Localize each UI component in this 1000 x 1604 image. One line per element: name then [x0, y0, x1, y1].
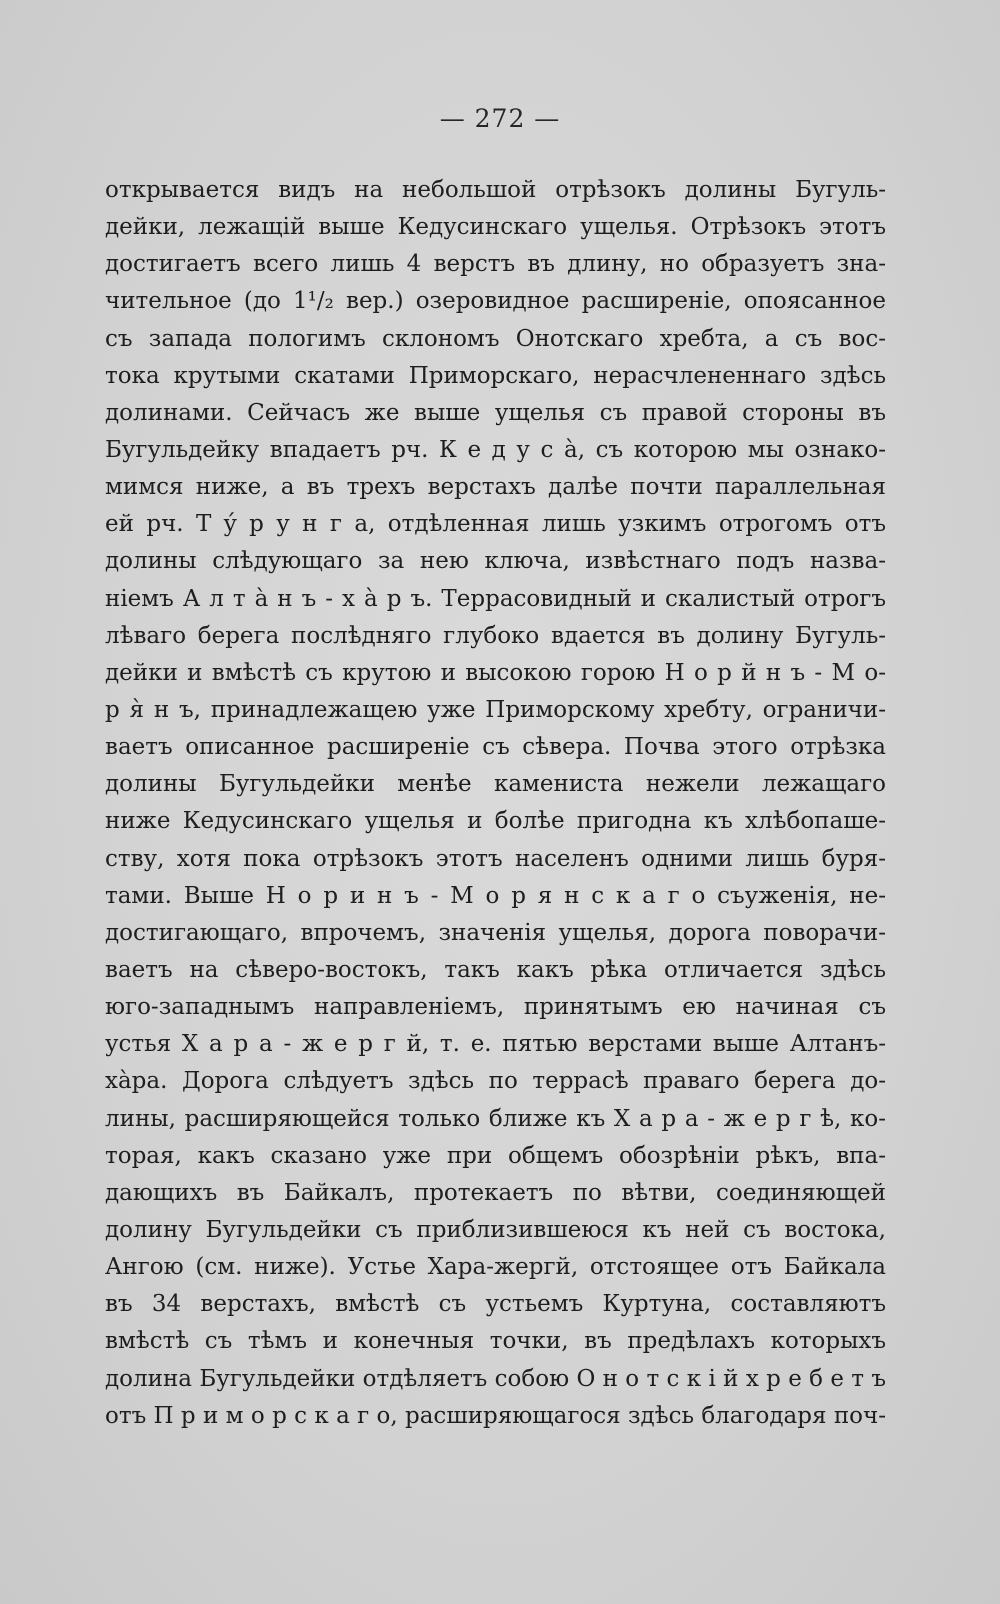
text-line: лины, расширяющейся только ближе къ Х а р а - ж е р г ѣ, ко- [105, 1105, 886, 1132]
text-line: ніемъ А л т à н ъ - х à р ъ. Террасовидный и скалистый отрогъ [105, 585, 886, 612]
text-line: въ 34 верстахъ, вмѣстѣ съ устьемъ Куртуна, составляютъ [105, 1291, 886, 1318]
text-line: достигаетъ всего лишь 4 верстъ въ длину, но образуетъ зна- [105, 251, 886, 278]
text-line: дающихъ въ Байкалъ, протекаетъ по вѣтви, соединяющей [105, 1179, 886, 1206]
text-line: открывается видъ на небольшой отрѣзокъ долины Бугуль- [105, 177, 886, 203]
text-line: устья Х а р а - ж е р г й, т. е. пятью верстами выше Алтанъ- [105, 1031, 886, 1058]
text-line: долинами. Сейчасъ же выше ущелья съ правой стороны въ [105, 399, 886, 426]
text-line: Бугульдейку впадаетъ рч. К е д у с à, съ которою мы ознако- [105, 436, 886, 463]
text-line: тока крутыми скатами Приморскаго, нерасчлененнаго здѣсь [105, 362, 886, 389]
text-line: Ангою (см. ниже). Устье Хара-жергй, отстоящее отъ Байкала [105, 1254, 886, 1281]
text-line: долины Бугульдейки менѣе камениста нежели лежащаго [105, 771, 886, 798]
text-line: р я̀ н ъ, принадлежащею уже Приморскому хребту, ограничи- [105, 696, 886, 723]
text-line: дейки, лежащій выше Кедусинскаго ущелья. Отрѣзокъ этотъ [105, 214, 886, 241]
text-line: долины слѣдующаго за нею ключа, извѣстнаго подъ назва- [105, 548, 886, 575]
text-line: юго-западнымъ направленіемъ, принятымъ ею начиная съ [105, 994, 886, 1021]
text-line: вмѣстѣ съ тѣмъ и конечныя точки, въ предѣлахъ которыхъ [105, 1328, 886, 1355]
body-text [105, 172, 886, 1435]
text-line: долина Бугульдейки отдѣляетъ собою О н о т с к і й х р е б е т ъ [105, 1365, 886, 1392]
text-line: чительное (до 1¹/₂ вер.) озеровидное расширеніе, опоясанное [105, 288, 886, 315]
text-line: ваетъ описанное расширеніе съ сѣвера. Почва этого отрѣзка [105, 734, 886, 761]
text-line: ваетъ на сѣверо-востокъ, такъ какъ рѣка отличается здѣсь [105, 956, 886, 983]
text-line: съ запада пологимъ склономъ Онотскаго хребта, а съ вос- [105, 325, 886, 352]
text-line: мимся ниже, а въ трехъ верстахъ далѣе почти параллельная [105, 474, 886, 501]
page-number: — 272 — [439, 104, 561, 133]
text-line: достигающаго, впрочемъ, значенія ущелья, дорога поворачи- [105, 919, 886, 946]
text-line: дейки и вмѣстѣ съ крутою и высокою горою Н о р й н ъ - М о- [105, 659, 886, 686]
text-line: тами. Выше Н о р и н ъ - М о р я н с к а г о съуженія, не- [105, 882, 886, 909]
text-line: отъ П р и м о р с к а г о, расширяющагося здѣсь благодаря поч- [105, 1402, 886, 1429]
text-line: торая, какъ сказано уже при общемъ обозрѣніи рѣкъ, впа- [105, 1142, 886, 1169]
text-line: ниже Кедусинскаго ущелья и болѣе пригодна къ хлѣбопаше- [105, 808, 886, 835]
text-line: ей рч. Т ý р у н г а, отдѣленная лишь узкимъ отрогомъ отъ [105, 511, 886, 538]
text-line: лѣваго берега послѣдняго глубоко вдается въ долину Бугуль- [105, 622, 886, 649]
text-line: долину Бугульдейки съ приблизившеюся къ ней съ востока, [105, 1216, 886, 1243]
text-line: хàра. Дорога слѣдуетъ здѣсь по террасѣ праваго берега до- [105, 1068, 886, 1095]
text-line: ству, хотя пока отрѣзокъ этотъ населенъ одними лишь буря- [105, 845, 886, 872]
